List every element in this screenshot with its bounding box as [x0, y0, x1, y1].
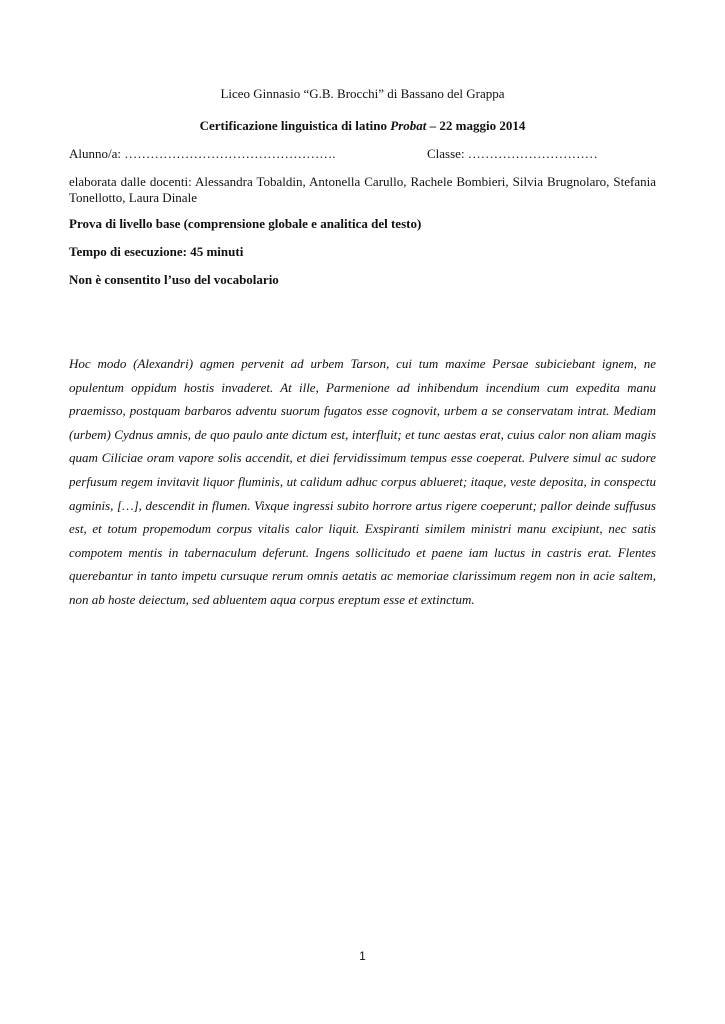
cert-title-prefix: Certificazione linguistica di latino: [199, 118, 391, 133]
exam-level: Prova di livello base (comprensione globale e analitica del testo): [69, 216, 422, 231]
certification-title: [0, 118, 725, 134]
latin-passage: Hoc modo (Alexandri) agmen pervenit ad urbem Tarson, cui tum maxime Persae subiciebant ignem, ne opulentum oppidum hostis invaderet. At ille, Parmenione ad inhibendum incendium cum expedita manu praemisso, postquam barbaros adventu suorum fugatos esse cognovit, urbem a se conservatam intrat. Mediam (urbem) Cydnus amnis, de quo paulo ante dictum est, interfluit; et tunc aestas erat, cuius calor non aliam magis quam Ciliciae oram vapore solis accendit, et diei fervidissimum tempus esse coeperat. Pulvere simul ac sudore perfusum regem invitavit liquor fluminis, ut calidum adhuc corpus ablueret; itaque, veste deposita, in conspectu agminis, […], descendit in flumen. Vixque ingressi subito horrore artus rigere coeperunt; pallor deinde suffusus est, et totum propemodum corpus vitalis calor liquit. Exspiranti similem ministri manu excipiunt, nec satis compotem mentis in tabernaculum deferunt. Ingens sollicitudo et paene iam luctus in castris erat. Flentes querebantur in tanto impetu cursuque rerum omnis aetatis ac memoriae clarissimum regem non in acie saltem, non ab hoste deiectum, sed abluentem aqua corpus ereptum esse et extinctum.: [69, 356, 656, 607]
school-name: Liceo Ginnasio “G.B. Brocchi” di Bassano del Grappa: [220, 86, 505, 101]
class-field: Classe: …………………………: [427, 146, 598, 161]
exam-time: Tempo di esecuzione: 45 minuti: [69, 244, 244, 259]
dictionary-notice: Non è consentito l’uso del vocabolario: [69, 272, 279, 287]
student-name-field: Alunno/a: ………………………………………….: [69, 146, 336, 161]
authors-line: elaborata dalle docenti: Alessandra Tobaldin, Antonella Carullo, Rachele Bombieri, Silvia Brugnolaro, Stefania Tonellotto, Laura Dinale: [69, 174, 656, 205]
page-number: 1: [359, 949, 366, 963]
cert-title-date: – 22 maggio 2014: [426, 118, 526, 133]
student-info-line: [69, 146, 659, 162]
cert-title-probat: Probat: [390, 118, 427, 133]
